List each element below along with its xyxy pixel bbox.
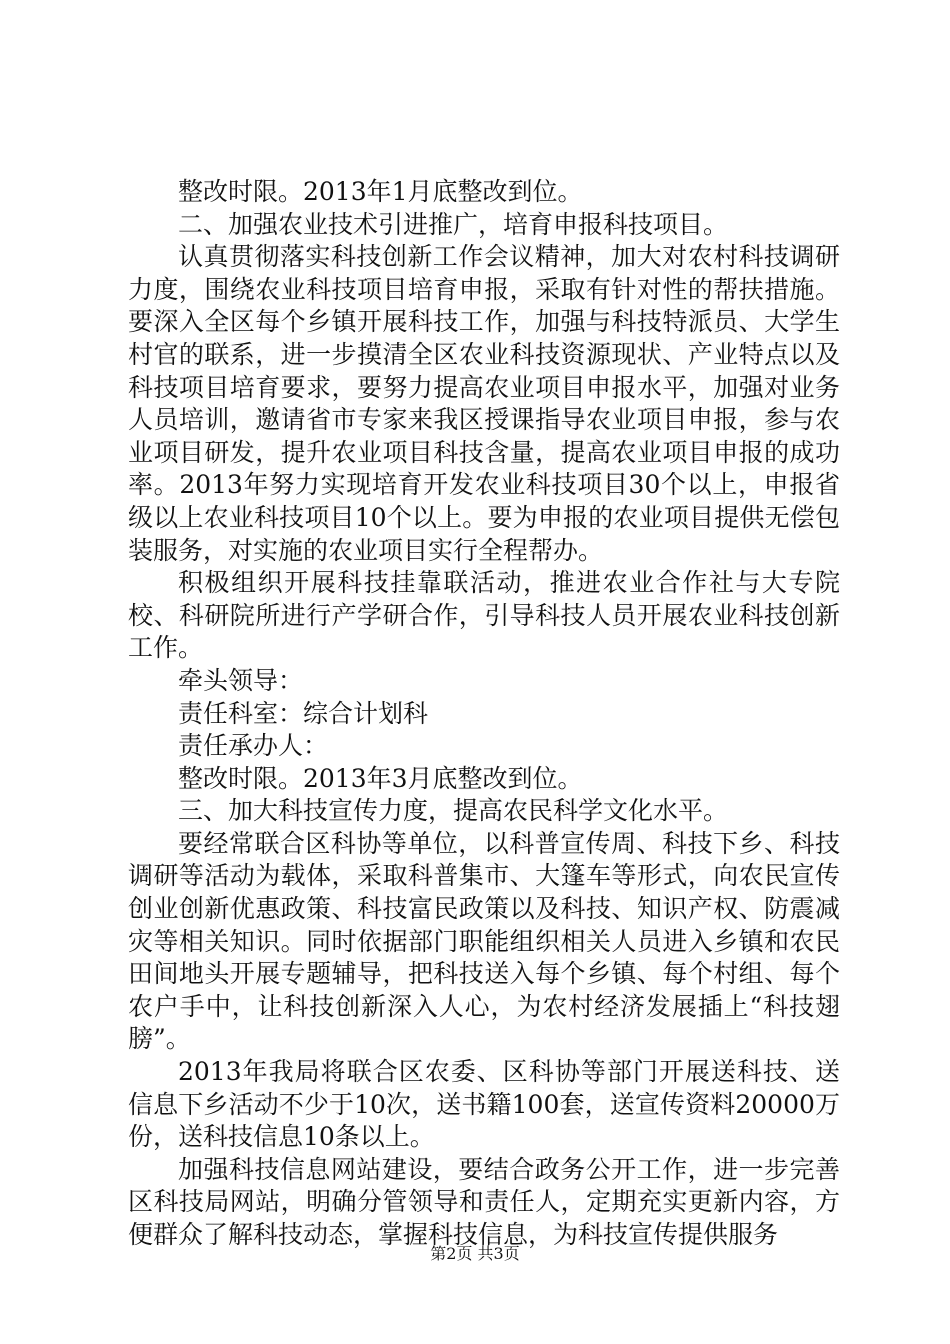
paragraph-body: 加强科技信息网站建设，要结合政务公开工作，进一步完善区科技局网站，明确分管领导和责任人，定期充实更新内容，方便群众了解科技动态，掌握科技信息，为科技宣传提供服务 [128, 1154, 840, 1249]
paragraph-deadline-2: 整改时限。2013年3月底整改到位。 [178, 763, 583, 793]
section-heading-3: 三、加大科技宣传力度，提高农民科学文化水平。 [178, 796, 729, 826]
page-footer: 第2页 共3页 [430, 1244, 520, 1263]
responsible-person-line: 责任承办人： [178, 731, 329, 761]
section-heading-2: 二、加强农业技术引进推广，培育申报科技项目。 [178, 209, 729, 239]
document-body [128, 176, 840, 1252]
paragraph-body: 2013年我局将联合区农委、区科协等部门开展送科技、送信息下乡活动不少于10次，送书籍100套，送宣传资料20000万份，送科技信息10条以上。 [128, 1057, 840, 1152]
paragraph-body: 要经常联合区科协等单位，以科普宣传周、科技下乡、科技调研等活动为载体，采取科普集市、大篷车等形式，向农民宣传创业创新优惠政策、科技富民政策以及科技、知识产权、防震减灾等相关知识。同时依据部门职能组织相关人员进入乡镇和农民田间地头开展专题辅导，把科技送入每个乡镇、每个村组、每个农户手中，让科技创新深入人心，为农村经济发展插上“科技翅膀”。 [128, 828, 840, 1054]
responsible-office-line: 责任科室：综合计划科 [178, 698, 429, 728]
paragraph-body: 积极组织开展科技挂靠联活动，推进农业合作社与大专院校、科研院所进行产学研合作，引导科技人员开展农业科技创新工作。 [128, 568, 840, 663]
lead-leader-line: 牵头领导： [178, 665, 304, 695]
paragraph-body: 认真贯彻落实科技创新工作会议精神，加大对农村科技调研力度，围绕农业科技项目培育申报，采取有针对性的帮扶措施。要深入全区每个乡镇开展科技工作，加强与科技特派员、大学生村官的联系，进一步摸清全区农业科技资源现状、产业特点以及科技项目培育要求，要努力提高农业项目申报水平，加强对业务人员培训，邀请省市专家来我区授课指导农业项目申报，参与农业项目研发，提升农业项目科技含量，提高农业项目申报的成功率。2013年努力实现培育开发农业科技项目30个以上，申报省级以上农业科技项目10个以上。要为申报的农业项目提供无偿包装服务，对实施的农业项目实行全程帮办。 [128, 242, 840, 565]
paragraph-deadline-1: 整改时限。2013年1月底整改到位。 [178, 177, 583, 206]
